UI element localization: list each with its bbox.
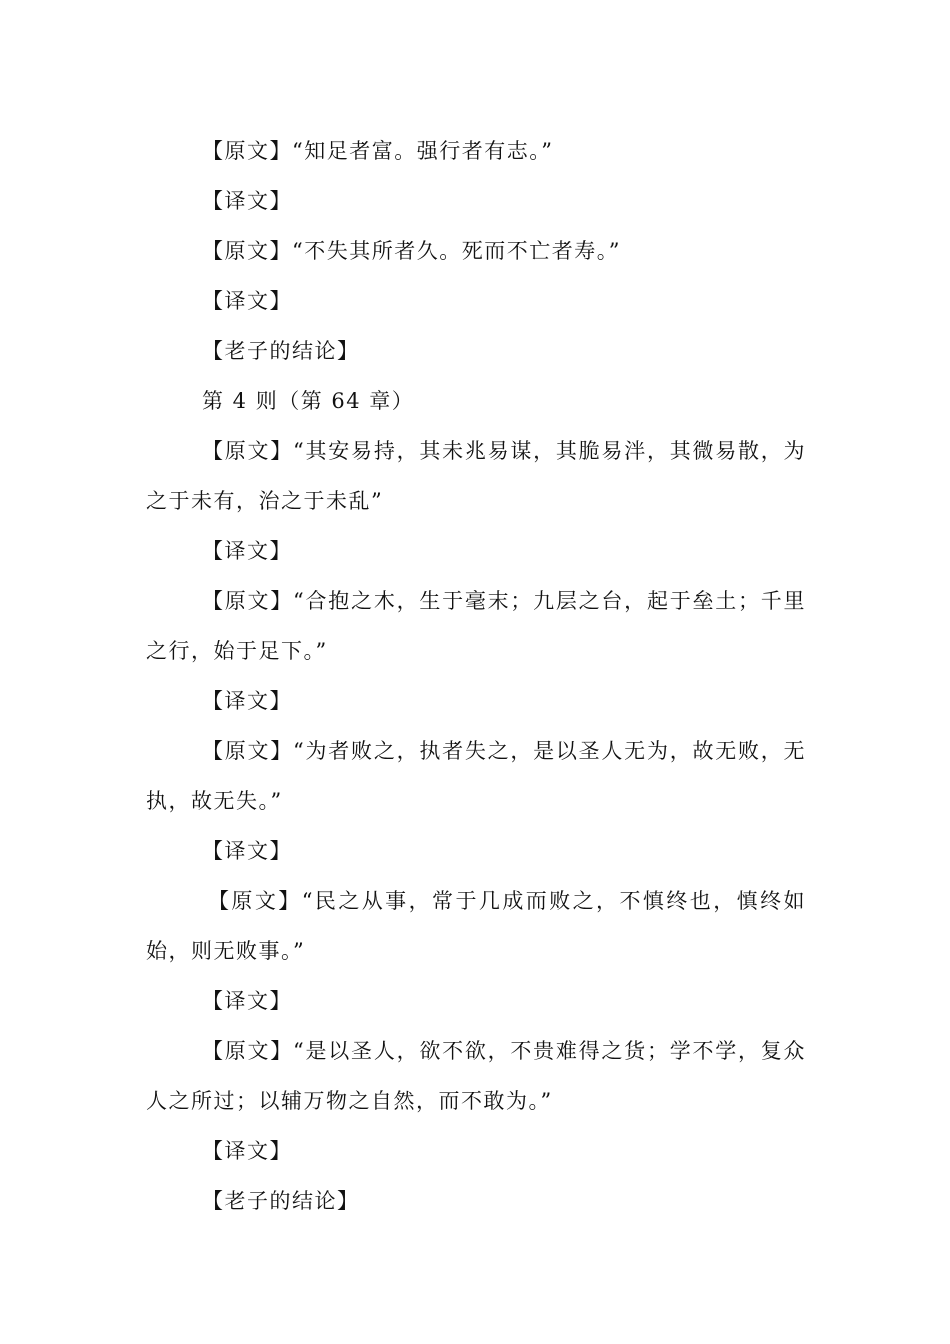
conclusion-heading: 【老子的结论】 — [202, 339, 360, 363]
original-text-paragraph: 【原文】“为者败之，执者失之，是以圣人无为，故无败，无执，故无失。” — [146, 739, 806, 813]
translation-heading: 【译文】 — [202, 989, 292, 1013]
document-page — [146, 126, 806, 1226]
translation-heading: 【译文】 — [202, 189, 292, 213]
original-text-paragraph: 【原文】“是以圣人，欲不欲，不贵难得之货；学不学，复众人之所过；以辅万物之自然，而不敢为。” — [146, 1039, 806, 1113]
translation-heading: 【译文】 — [202, 689, 292, 713]
translation-heading: 【译文】 — [202, 539, 292, 563]
original-text-paragraph: 【原文】“合抱之木，生于毫末；九层之台，起于垒土；千里之行，始于足下。” — [146, 589, 806, 663]
section-heading: 第 4 则（第 64 章） — [202, 389, 415, 413]
original-text-paragraph: 【原文】“民之从事，常于几成而败之，不慎终也，慎终如始，则无败事。” — [146, 889, 806, 963]
original-text-paragraph: 【原文】“知足者富。强行者有志。” — [202, 139, 554, 163]
translation-heading: 【译文】 — [202, 289, 292, 313]
translation-heading: 【译文】 — [202, 839, 292, 863]
original-text-paragraph: 【原文】“其安易持，其未兆易谋，其脆易泮，其微易散，为之于未有，治之于未乱” — [146, 439, 806, 513]
translation-heading: 【译文】 — [202, 1139, 292, 1163]
original-text-paragraph: 【原文】“不失其所者久。死而不亡者寿。” — [202, 239, 621, 263]
conclusion-heading: 【老子的结论】 — [202, 1189, 360, 1213]
